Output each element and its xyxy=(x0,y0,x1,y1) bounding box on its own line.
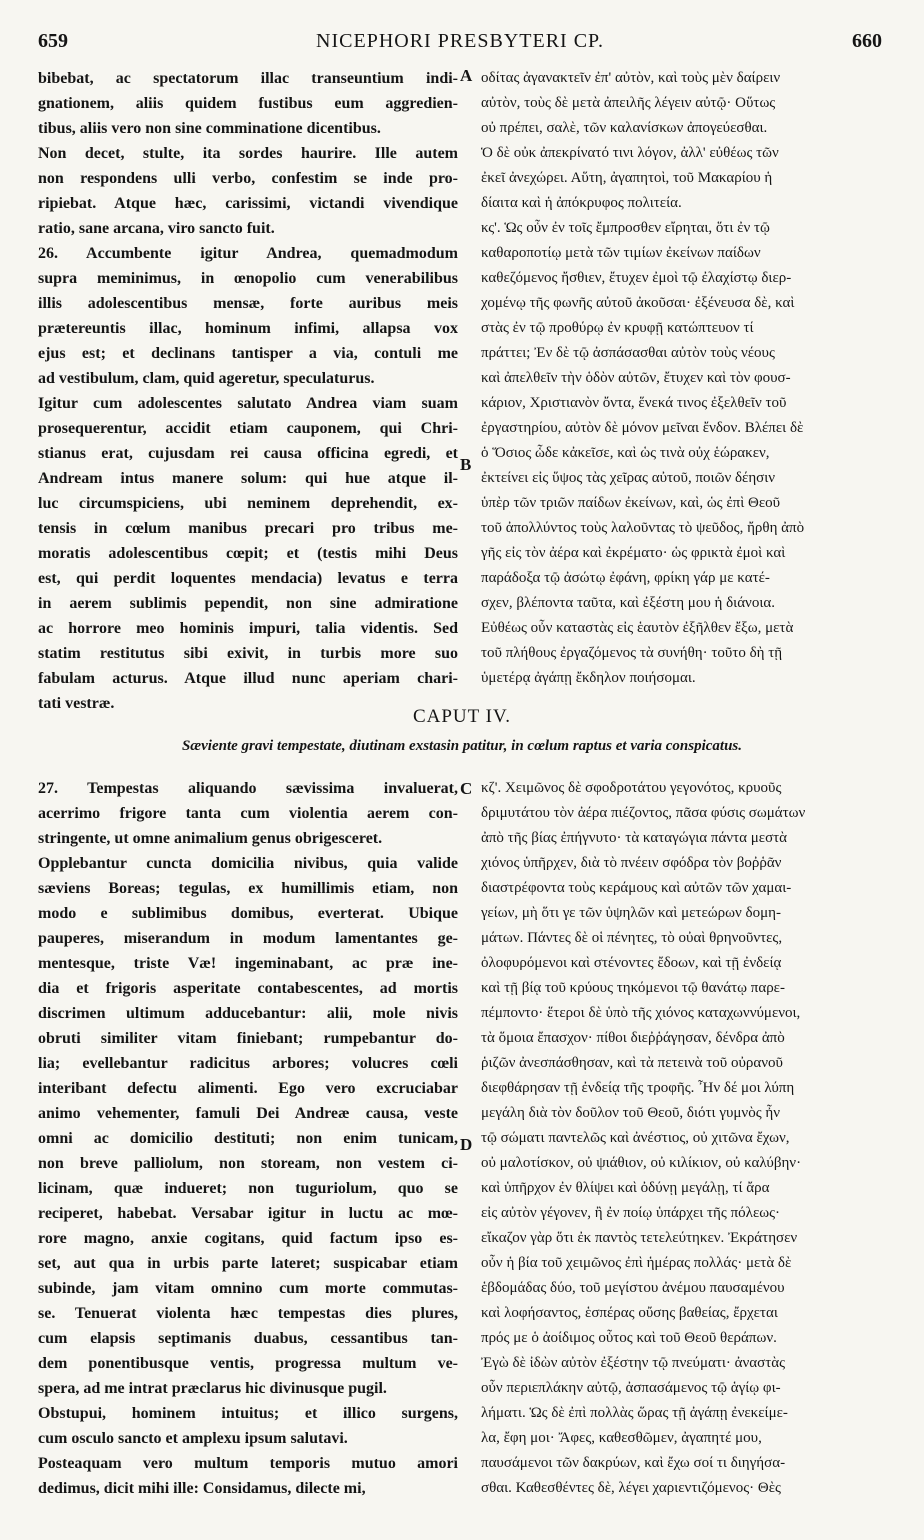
text-line: lia; evellebantur radicitus arbores; volucres cœli xyxy=(38,1055,458,1072)
text-line: αὐτὸν, τοὺς δὲ μετὰ ἀπειλῆς λέγειν αὐτῷ· Οὕτως xyxy=(481,95,776,111)
text-line: τὰ ὅμοια ἔπασχον· πίθοι διεῤῥάγησαν, δένδρα ἀπὸ xyxy=(481,1030,785,1046)
text-line: ὀλοφυρόμενοι καὶ στένοντες ἔδοων, καὶ τῇ ἐνδείᾳ xyxy=(481,955,782,971)
text-line: Posteaquam vero multum temporis mutuo amori xyxy=(38,1455,458,1472)
text-line: tati vestræ. xyxy=(38,695,115,712)
text-line: spera, ad me intrat præclarus hic divinusque pugil. xyxy=(38,1380,387,1397)
text-line: εἴκαζον γὰρ ὅτι ἐκ παντὸς τετελεύτηκεν. Ἐκράτησεν xyxy=(481,1230,798,1246)
text-line: Obstupui, hominem intuitus; et illico surgens, xyxy=(38,1405,458,1422)
text-line: est, qui perdit loquentes mendacia) levatus e terra xyxy=(38,570,458,587)
text-line: dedimus, dicit mihi ille: Considamus, dilecte mi, xyxy=(38,1480,366,1497)
text-line: οὖν ἡ βία τοῦ χειμῶνος ἐπὶ ἡμέρας πολλάς· μετὰ δὲ xyxy=(481,1255,792,1271)
text-line: in aerem sublimis pependit, non sine admiratione xyxy=(38,595,458,612)
text-line: statim restitutus sibi exivit, in turbis more suo xyxy=(38,645,458,662)
text-line: παυσάμενοι τῶν δακρύων, καὶ ἔχω σοί τι διηγήσα- xyxy=(481,1455,786,1471)
text-line: οδίτας ἀγανακτεῖν ἐπ' αὐτὸν, καὶ τοὺς μὲν δαίρειν xyxy=(481,70,781,86)
text-line: χομένῳ τῆς φωνῆς αὐτοῦ ἀκοῦσαι· ἐξένευσα δὲ, καὶ xyxy=(481,295,795,311)
text-line: mentesque, triste Væ! ingeminabant, ac præ ine- xyxy=(38,955,458,972)
text-line: δριμυτάτου τὸν ἀέρα πιέζοντος, πᾶσα φύσις σωμάτων xyxy=(481,805,806,821)
text-line: ἐργαστηρίου, αὐτὸν δὲ μόνον μεῖναι ἔνδον. Βλέπει δὲ xyxy=(481,420,804,436)
chapter-heading: CAPUT IV. xyxy=(412,706,512,727)
greek-column-bottom xyxy=(481,776,886,1501)
page-number-left: 659 xyxy=(38,30,68,52)
text-line: πέμποντο· ἕτεροι δὲ ὑπὸ τῆς χιόνος καταχωννύμενοι, xyxy=(481,1005,801,1021)
text-line: τῷ σώματι παντελῶς καὶ ἀνέστιος, οὐ χιτῶνα ἔχων, xyxy=(481,1130,790,1146)
text-line: κς'. Ὡς οὖν ἐν τοῖς ἔμπροσθεν εἴρηται, ὅτι ἐν τῷ xyxy=(481,220,770,236)
text-line: καὶ ὑπῆρχον ἐν θλίψει καὶ ὀδύνῃ μεγάλῃ, τί ἄρα xyxy=(481,1180,770,1196)
text-line: εἰς αὐτὸν γέγονεν, ἢ ἐν ποίῳ ὑπάρχει τῆς πόλεως· xyxy=(481,1205,781,1221)
text-line: omni ac domicilio destituti; non enim tunicam, xyxy=(38,1130,458,1147)
text-line: discrimen ultimum adducebantur: alii, mole nivis xyxy=(38,1005,458,1022)
text-line: gnationem, aliis quidem fustibus eum aggredien- xyxy=(38,95,458,112)
text-line: διαστρέφοντα τοὺς κεράμους καὶ αὐτῶν τῶν χαμαι- xyxy=(481,880,792,896)
text-line: dia et frigoris asperitate contabescentes, ad mortis xyxy=(38,980,458,997)
text-line: ac horrore meo hominis impuri, talia videntis. Sed xyxy=(38,620,458,637)
text-line: ἀπὸ τῆς βίας ἐπήγνυτο· τὰ καταγώγια πάντα μεστὰ xyxy=(481,830,788,846)
text-line: luc circumspiciens, ubi neminem deprehendit, ex- xyxy=(38,495,458,512)
text-line: διεφθάρησαν τῇ ἐνδείᾳ τῆς τροφῆς. Ἦν δέ μοι λύπη xyxy=(481,1080,795,1096)
text-line: ῥιζῶν ἀνεσπάσθησαν, καὶ τὰ πετεινὰ τοῦ οὐρανοῦ xyxy=(481,1055,783,1071)
text-line: non respondens ulli verbo, confestim se inde pro- xyxy=(38,170,458,187)
text-line: στὰς ἐν τῷ προθύρῳ ἐν κρυφῇ κατώπτευον τί xyxy=(481,320,754,336)
text-line: ἑβδομάδας δύο, τοῦ μεγίστου ἀνέμου παυσαμένου xyxy=(481,1280,785,1296)
text-line: Andream intus manere solum: qui hue atque il- xyxy=(38,470,458,487)
text-line: 27. Tempestas aliquando sævissima invaluerat, xyxy=(38,780,458,797)
text-line: set, aut qua in urbis parte lateret; suspicabar etiam xyxy=(38,1255,458,1272)
running-title: NICEPHORI PRESBYTERI CP. xyxy=(316,30,604,52)
text-line: bibebat, ac spectatorum illac transeuntium indi- xyxy=(38,70,458,87)
section-marker-a: A xyxy=(460,66,473,85)
text-line: λα, ἔφη μοι· Ἄφες, καθεσθῶμεν, ἀγαπητέ μου, xyxy=(481,1430,762,1446)
page-header xyxy=(38,30,882,58)
text-line: stianus erat, cujusdam rei causa officina egredi, et xyxy=(38,445,458,462)
text-line: σχεν, βλέποντα ταῦτα, καὶ ἐξέστη μου ἡ διάνοια. xyxy=(481,595,775,611)
text-line: interibant defectu alimenti. Ego vero excruciabar xyxy=(38,1080,458,1097)
text-line: καθαροποτίῳ μετὰ τῶν τιμίων ἐκείνων παίδων xyxy=(481,245,761,261)
text-line: γῆς εἰς τὸν ἀέρα καὶ ἐκρέματο· ὡς φρικτὰ ἐμοὶ καὶ xyxy=(481,545,786,561)
text-line: κάριον, Χριστιανὸν ὄντα, ἕνεκά τινος ἐξελθεῖν τοῦ xyxy=(481,395,787,411)
text-line: οὐ μαλοτίσκον, οὐ ψιάθιον, οὐ κιλίκιον, οὐ καλύβην· xyxy=(481,1155,802,1171)
text-line: ἐκτείνει εἰς ὕψος τὰς χεῖρας αὐτοῦ, ποιῶν δέησιν xyxy=(481,470,776,486)
text-line: ad vestibulum, clam, quid ageretur, speculaturus. xyxy=(38,370,375,387)
section-marker-b: B xyxy=(460,455,472,474)
text-line: ratio, sane arcana, viro sancto fuit. xyxy=(38,220,275,237)
text-line: Opplebantur cuncta domicilia nivibus, quia valide xyxy=(38,855,458,872)
text-line: fabulam acturus. Atque illud nunc aperiam chari- xyxy=(38,670,458,687)
text-line: licinam, quæ indueret; non tuguriolum, quo se xyxy=(38,1180,458,1197)
text-line: ὁ Ὅσιος ὧδε κἀκεῖσε, καὶ ὡς τινὰ οὐχ ἑώρακεν, xyxy=(481,445,770,461)
text-line: Εὐθέως οὖν καταστὰς εἰς ἑαυτὸν ἐξῆλθεν ἔξω, μετὰ xyxy=(481,620,794,636)
text-line: λήματι. Ὡς δὲ ἐπὶ πολλὰς ὥρας τῇ ἀγάπῃ ἐνεκείμε- xyxy=(481,1405,788,1421)
text-line: prætereuntis illac, hominum infimi, allapsa vox xyxy=(38,320,458,337)
text-line: Igitur cum adolescentes salutato Andrea viam suam xyxy=(38,395,458,412)
text-line: πράττει; Ἐν δὲ τῷ ἀσπάσασθαι αὐτὸν τοὺς νέους xyxy=(481,345,775,361)
text-line: se. Tenuerat violenta hæc tempestas dies plures, xyxy=(38,1305,458,1322)
text-line: τοῦ ἀπολλύντος τοὺς λαλοῦντας τὸ ψεῦδος, ἤρθη ἀπὸ xyxy=(481,520,805,536)
text-line: σθαι. Καθεσθέντες δὲ, λέγει χαριεντιζόμενος· Θὲς xyxy=(481,1480,781,1496)
text-line: ὑμετέρᾳ ἀγάπῃ ἔκδηλον ποιήσομαι. xyxy=(481,670,696,686)
text-line: τοῦ πλήθους ἐργαζόμενος τὰ συνήθη· τοῦτο δὴ τῇ xyxy=(481,645,783,661)
text-line: οὐ πρέπει, σαλὲ, τῶν καλανίσκων ἀπογεύεσθαι. xyxy=(481,120,768,136)
text-line: ripiebat. Atque hæc, carissimi, victandi vivendique xyxy=(38,195,458,212)
text-line: non breve palliolum, non stoream, non vestem ci- xyxy=(38,1155,458,1172)
text-line: καὶ ἀπελθεῖν τὴν ὁδὸν αὐτῶν, ἔτυχεν καὶ τὸν φουσ- xyxy=(481,370,791,386)
text-line: stringente, ut omne animalium genus obrigesceret. xyxy=(38,830,383,847)
text-line: οὖν περιεπλάκην αὐτῷ, ἀσπασάμενος τῷ ἁγίῳ φι- xyxy=(481,1380,781,1396)
text-line: ejus est; et declinans tantisper a via, contuli me xyxy=(38,345,458,362)
text-line: καὶ τῇ βίᾳ τοῦ κρύους τηκόμενοι τῷ θανάτῳ παρε- xyxy=(481,980,785,996)
text-line: χιόνος ὑπῆρχεν, διὰ τὸ πνέειν σφόδρα τὸν βοῤῥᾶν xyxy=(481,855,782,871)
text-line: ὑπὲρ τῶν τριῶν παίδων ἐκείνων, καὶ, ὡς ἐπὶ Θεοῦ xyxy=(481,495,781,511)
latin-column-bottom xyxy=(38,776,458,1501)
section-marker-d: D xyxy=(460,1135,473,1154)
text-line: tibus, aliis vero non sine comminatione dicentibus. xyxy=(38,120,381,137)
section-marker-c: C xyxy=(460,779,473,798)
text-line: modo e sublimibus domibus, everterat. Ubique xyxy=(38,905,458,922)
text-line: pauperes, miserandum in modum lamentantes ge- xyxy=(38,930,458,947)
text-line: 26. Accumbente igitur Andrea, quemadmodum xyxy=(38,245,458,262)
text-line: κζ'. Χειμῶνος δὲ σφοδροτάτου γεγονότος, κρυοῦς xyxy=(481,780,782,796)
text-line: supra meminimus, in œnopolio cum venerabilibus xyxy=(38,270,458,287)
text-line: δίαιτα καὶ ἡ ἀπόκρυφος πολιτεία. xyxy=(481,195,682,211)
text-line: cum elapsis septimanis duabus, cessantibus tan- xyxy=(38,1330,458,1347)
text-line: rore magno, anxie cogitans, quid factum ipso es- xyxy=(38,1230,458,1247)
text-line: μάτων. Πάντες δὲ οἱ πένητες, τὸ οὐαὶ θρηνοῦντες, xyxy=(481,930,783,946)
text-line: obruti similiter vitam finiebant; rumpebantur do- xyxy=(38,1030,458,1047)
text-line: γείων, μὴ ὅτι γε τῶν ὑψηλῶν καὶ μετεώρων δομη- xyxy=(481,905,781,921)
text-line: Ἐγὼ δὲ ἰδὼν αὐτὸν ἐξέστην τῷ πνεύματι· ἀναστὰς xyxy=(481,1355,786,1371)
text-line: καὶ λοφήσαντος, ἑσπέρας οὔσης βαθείας, ἔρχεται xyxy=(481,1305,778,1321)
page-number-right: 660 xyxy=(852,30,882,52)
text-line: tensis in cœlum manibus precari pro tribus me- xyxy=(38,520,458,537)
text-line: Non decet, stulte, ita sordes haurire. Ille autem xyxy=(38,145,458,162)
text-line: acerrimo frigore tanta cum violentia aerem con- xyxy=(38,805,458,822)
text-line: illis adolescentibus mensæ, forte auribus meis xyxy=(38,295,458,312)
text-line: μεγάλη διὰ τὸν δοῦλον τοῦ Θεοῦ, διότι γυμνὸς ἦν xyxy=(481,1105,781,1121)
greek-column-top xyxy=(481,66,886,691)
text-line: dem ponentibusque ventis, progressa multum ve- xyxy=(38,1355,458,1372)
latin-column-top xyxy=(38,66,458,716)
text-line: subinde, jam vitam omnino cum morte commutas- xyxy=(38,1280,458,1297)
text-line: πρός με ὁ ἀοίδιμος οὗτος καὶ τοῦ Θεοῦ θεράπων. xyxy=(481,1330,777,1346)
text-line: prosequerentur, accidit etiam cauponem, qui Chri- xyxy=(38,420,458,437)
text-line: sæviens Boreas; tegulas, ex humillimis etiam, non xyxy=(38,880,458,897)
text-line: παράδοξα τῷ ἀσώτῳ ἐφάνη, φρίκη γάρ με κατέ- xyxy=(481,570,770,586)
text-line: moratis adolescentibus cœpit; et (testis mihi Deus xyxy=(38,545,458,562)
text-line: Ὁ δὲ οὐκ ἀπεκρίνατό τινι λόγον, ἀλλ' εὐθέως τῶν xyxy=(481,145,779,161)
text-line: καθεζόμενος ἤσθιεν, ἔτυχεν ἐμοὶ τῷ ἐλαχίστῳ διερ- xyxy=(481,270,792,286)
text-line: reciperet, habebat. Versabar igitur in luctu ac mœ- xyxy=(38,1205,458,1222)
text-line: animo vehementer, famuli Dei Andreæ causa, veste xyxy=(38,1105,458,1122)
text-line: ἐκεῖ ἀνεχώρει. Αὕτη, ἀγαπητοὶ, τοῦ Μακαρίου ἡ xyxy=(481,170,773,186)
text-line: cum osculo sancto et amplexu ipsum salutavi. xyxy=(38,1430,348,1447)
chapter-summary: Sæviente gravi tempestate, diutinam exstasin patitur, in cœlum raptus et varia conspicatus. xyxy=(181,738,743,754)
